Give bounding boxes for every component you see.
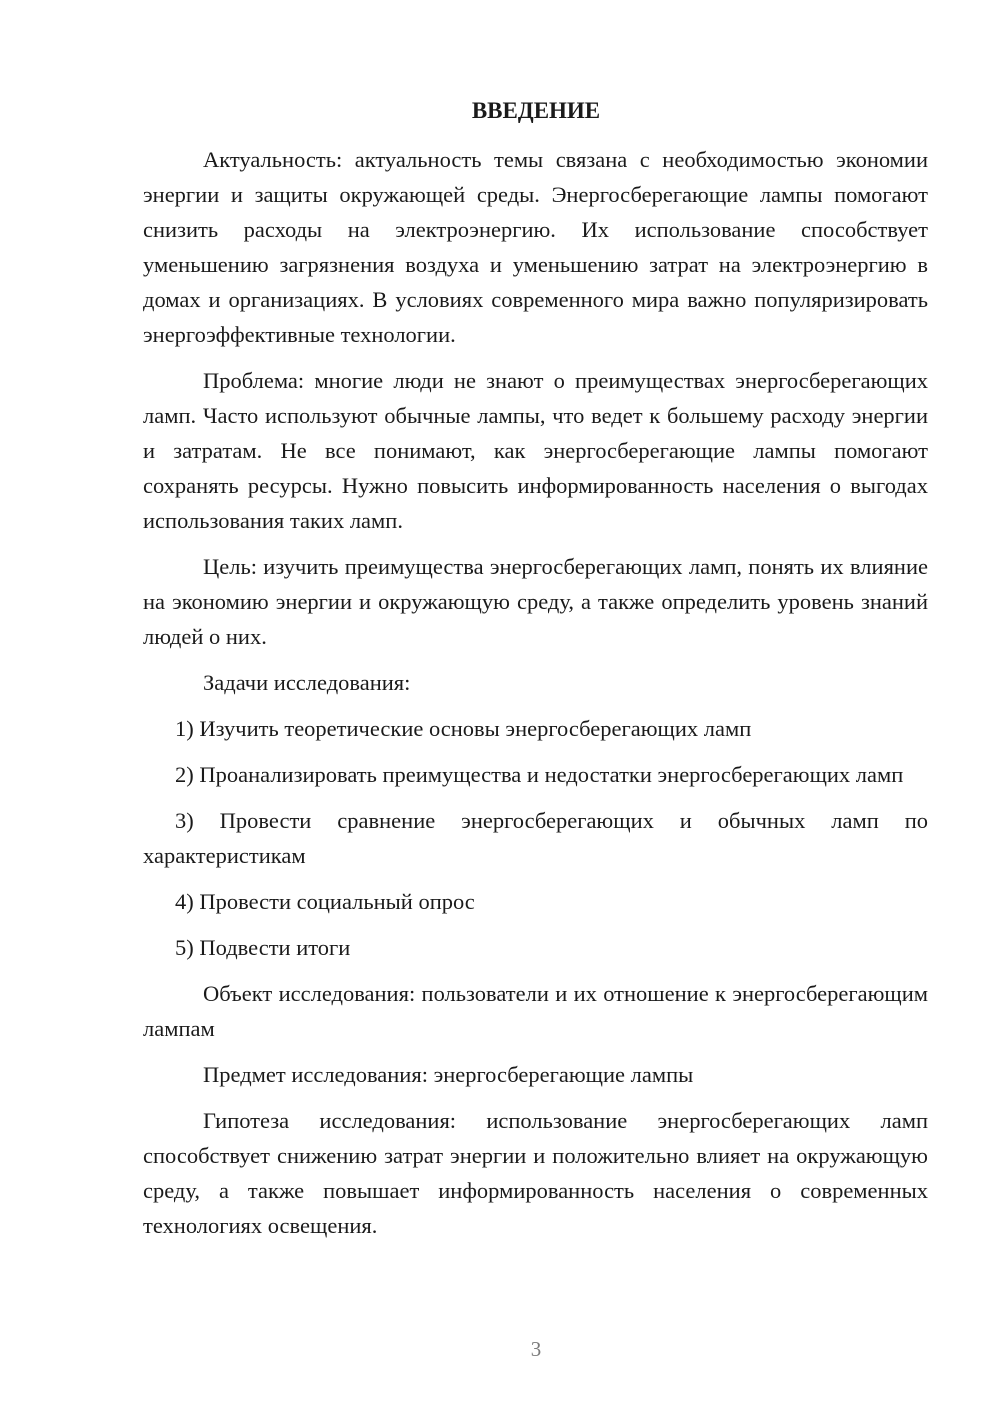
relevance-paragraph: Актуальность: актуальность темы связана с необходимостью экономии энергии и защиты окружающей среды. Энергосберегающие лампы помогают снизить расходы на электроэнергию. Их использование способствует уменьшению загрязнения воздуха и уменьшению затрат на электроэнергию в домах и организациях. В условиях современного мира важно популяризировать энергоэффективные технологии. bbox=[143, 147, 928, 347]
task-item: 2) Проанализировать преимущества и недостатки энергосберегающих ламп bbox=[175, 762, 904, 787]
task-item: 3) Провести сравнение энергосберегающих и обычных ламп по характеристикам bbox=[143, 808, 928, 868]
document-body bbox=[143, 142, 928, 1254]
task-item: 4) Провести социальный опрос bbox=[175, 889, 475, 914]
page-number: 3 bbox=[530, 1337, 542, 1361]
object-paragraph: Объект исследования: пользователи и их отношение к энергосберегающим лампам bbox=[143, 981, 928, 1041]
goal-paragraph: Цель: изучить преимущества энергосберегающих ламп, понять их влияние на экономию энергии и окружающую среду, а также определить уровень знаний людей о них. bbox=[143, 554, 928, 649]
hypothesis-paragraph: Гипотеза исследования: использование энергосберегающих ламп способствует снижению затрат энергии и положительно влияет на окружающую среду, а также повышает информированность населения о современных технологиях освещения. bbox=[143, 1108, 928, 1238]
page-title: ВВЕДЕНИЕ bbox=[471, 98, 601, 123]
subject-paragraph: Предмет исследования: энергосберегающие лампы bbox=[203, 1062, 694, 1087]
problem-paragraph: Проблема: многие люди не знают о преимуществах энергосберегающих ламп. Часто используют обычные лампы, что ведет к большему расходу энергии и затратам. Не все понимают, как энергосберегающие лампы помогают сохранять ресурсы. Нужно повысить информированность населения о выгодах использования таких ламп. bbox=[143, 368, 928, 533]
task-item: 5) Подвести итоги bbox=[175, 935, 351, 960]
task-item: 1) Изучить теоретические основы энергосберегающих ламп bbox=[175, 716, 752, 741]
tasks-heading: Задачи исследования: bbox=[203, 670, 411, 695]
